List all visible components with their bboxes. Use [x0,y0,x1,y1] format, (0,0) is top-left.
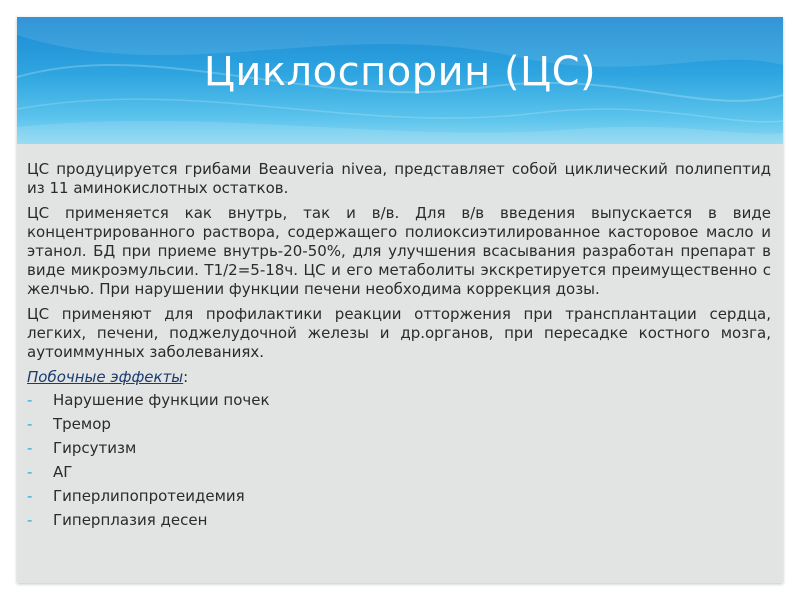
side-effect-label: Гиперплазия десен [53,511,208,529]
dash-bullet-icon: - [27,439,33,457]
side-effect-label: АГ [53,463,73,481]
side-effect-label: Гирсутизм [53,439,137,457]
side-effects-heading-label: Побочные эффекты [27,368,184,386]
side-effects-heading-colon: : [183,368,189,386]
dash-bullet-icon: - [27,415,33,433]
paragraph-origin: ЦС продуцируется грибами Beauveria nivea, представляет собой циклический полипептид из 11 аминокислотных остатков. [27,160,771,197]
slide [17,17,783,583]
list-item [27,463,771,482]
side-effect-label: Гиперлипопротеидемия [53,487,245,505]
title-banner [17,17,783,144]
list-item [27,487,771,506]
slide-body [27,160,771,535]
dash-bullet-icon: - [27,487,33,505]
list-item [27,511,771,530]
dash-bullet-icon: - [27,391,33,409]
side-effect-label: Тремор [53,415,111,433]
side-effects-heading [27,368,771,387]
side-effects-list [27,391,771,530]
paragraph-pharmacokinetics: ЦС применяется как внутрь, так и в/в. Для в/в введения выпускается в виде концентрированного раствора, содержащего полиоксиэтилированное касторовое масло и этанол. БД при приеме внутрь-20-50%, для улучшения всасывания разработан препарат в виде микроэмульсии. Т1/2=5-18ч. ЦС и его метаболиты экскретируется преимущественно с желчью. При нарушении функции печени необходима коррекция дозы. [27,204,771,298]
list-item [27,415,771,434]
list-item [27,439,771,458]
dash-bullet-icon: - [27,511,33,529]
list-item [27,391,771,410]
slide-title: Циклоспорин (ЦС) [203,49,597,95]
side-effect-label: Нарушение функции почек [53,391,270,409]
dash-bullet-icon: - [27,463,33,481]
paragraph-indications: ЦС применяют для профилактики реакции отторжения при трансплантации сердца, легких, печени, поджелудочной железы и др.органов, при пересадке костного мозга, аутоиммунных заболеваниях. [27,305,771,361]
